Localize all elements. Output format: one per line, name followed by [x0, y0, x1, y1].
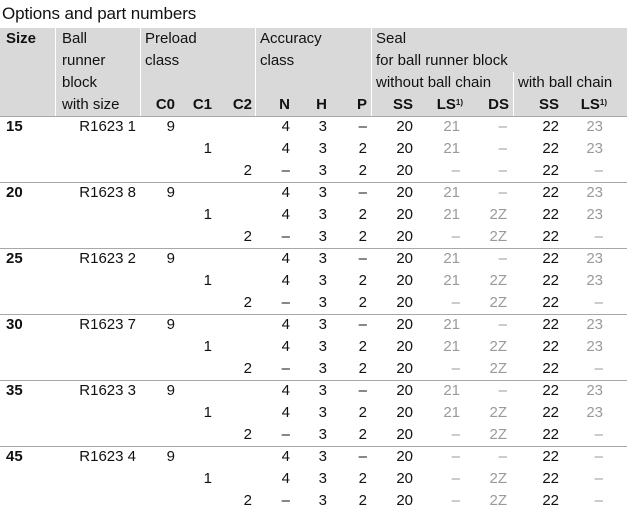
cell-n: 4 [281, 448, 290, 465]
cell-ss2: 22 [542, 492, 559, 509]
header-ball-line: runner [62, 52, 106, 69]
cell-p: – [358, 250, 367, 267]
size-cell: 15 [6, 118, 23, 135]
size-cell: 45 [6, 448, 23, 465]
cell-c1: 1 [203, 272, 212, 289]
cell-ss2: 22 [542, 404, 559, 421]
part-number-cell: R1623 4 [79, 448, 136, 465]
cell-h: 3 [318, 140, 327, 157]
cell-c1: 1 [203, 404, 212, 421]
cell-ds: 2Z [489, 360, 507, 377]
part-number-cell: R1623 7 [79, 316, 136, 333]
cell-ds: 2Z [489, 470, 507, 487]
cell-h: 3 [318, 470, 327, 487]
header-preload-line: Preload [145, 30, 197, 47]
cell-ss1: 20 [396, 250, 413, 267]
cell-ls1: – [451, 470, 460, 487]
cell-c1: 1 [203, 470, 212, 487]
cell-ds: – [498, 162, 507, 179]
cell-ss2: 22 [542, 338, 559, 355]
cell-ss1: 20 [396, 162, 413, 179]
cell-ds: – [498, 316, 507, 333]
subheader-n: N [279, 96, 290, 113]
cell-ls1: – [451, 426, 460, 443]
cell-h: 3 [318, 228, 327, 245]
cell-ls2: 23 [586, 118, 603, 135]
header-seal: Seal [376, 30, 407, 47]
cell-ss1: 20 [396, 228, 413, 245]
cell-ls2: – [594, 294, 603, 311]
cell-n: 4 [281, 118, 290, 135]
cell-n: 4 [281, 382, 290, 399]
cell-ls1: 21 [443, 250, 460, 267]
part-number-cell: R1623 1 [79, 118, 136, 135]
cell-p: 2 [358, 228, 367, 245]
cell-ss2: 22 [542, 184, 559, 201]
size-cell: 30 [6, 316, 23, 333]
cell-ls2: 23 [586, 404, 603, 421]
cell-ls1: 21 [443, 316, 460, 333]
cell-ds: 2Z [489, 228, 507, 245]
cell-h: 3 [318, 272, 327, 289]
cell-p: 2 [358, 272, 367, 289]
cell-ss1: 20 [396, 294, 413, 311]
cell-c0: 9 [166, 316, 175, 333]
cell-ss2: 22 [542, 272, 559, 289]
cell-n: 4 [281, 338, 290, 355]
cell-ss1: 20 [396, 338, 413, 355]
cell-c0: 9 [166, 184, 175, 201]
cell-c2: 2 [243, 426, 252, 443]
cell-ls2: – [594, 162, 603, 179]
cell-ss1: 20 [396, 206, 413, 223]
header-preload-line: class [145, 52, 180, 69]
part-number-cell: R1623 8 [79, 184, 136, 201]
cell-ls1: 21 [443, 382, 460, 399]
cell-ss1: 20 [396, 404, 413, 421]
subheader-ss: SS [392, 96, 413, 113]
cell-ls1: 21 [443, 118, 460, 135]
cell-p: 2 [358, 140, 367, 157]
cell-n: 4 [281, 250, 290, 267]
cell-h: 3 [318, 404, 327, 421]
cell-p: – [358, 382, 367, 399]
cell-n: 4 [281, 206, 290, 223]
cell-p: 2 [358, 162, 367, 179]
size-cell: 20 [6, 184, 23, 201]
cell-ss2: 22 [542, 294, 559, 311]
cell-ds: – [498, 140, 507, 157]
subheader-c2: C2 [232, 96, 252, 113]
subheader-c1: C1 [192, 96, 212, 113]
cell-p: 2 [358, 206, 367, 223]
cell-ls2: – [594, 492, 603, 509]
cell-ds: – [498, 448, 507, 465]
cell-c1: 1 [203, 206, 212, 223]
header-ball-line: Ball [62, 30, 88, 47]
cell-ls1: 21 [443, 184, 460, 201]
column-divider [55, 28, 56, 512]
cell-ls2: 23 [586, 338, 603, 355]
options-table [0, 28, 627, 512]
cell-p: – [358, 184, 367, 201]
cell-c2: 2 [243, 492, 252, 509]
cell-ss2: 22 [542, 162, 559, 179]
cell-ds: 2Z [489, 272, 507, 289]
cell-ds: 2Z [489, 404, 507, 421]
subheader-c0: C0 [155, 96, 175, 113]
cell-ss1: 20 [396, 272, 413, 289]
cell-ss2: 22 [542, 250, 559, 267]
cell-ls2: 23 [586, 250, 603, 267]
cell-ls2: 23 [586, 206, 603, 223]
cell-h: 3 [318, 448, 327, 465]
cell-ss2: 22 [542, 140, 559, 157]
cell-c0: 9 [166, 382, 175, 399]
cell-ss1: 20 [396, 492, 413, 509]
cell-c2: 2 [243, 360, 252, 377]
cell-ss2: 22 [542, 448, 559, 465]
cell-h: 3 [318, 118, 327, 135]
cell-ls1: – [451, 162, 460, 179]
header-without-chain: without ball chain [376, 74, 492, 91]
cell-ls1: – [451, 492, 460, 509]
cell-ss2: 22 [542, 118, 559, 135]
cell-p: 2 [358, 294, 367, 311]
cell-ls2: 23 [586, 184, 603, 201]
cell-p: – [358, 118, 367, 135]
cell-ds: 2Z [489, 492, 507, 509]
subheader-p: P [356, 96, 367, 113]
cell-ls1: – [451, 360, 460, 377]
cell-ls1: – [451, 448, 460, 465]
header-with-chain: with ball chain [518, 74, 613, 91]
cell-ls2: – [594, 426, 603, 443]
cell-ls2: – [594, 448, 603, 465]
cell-c2: 2 [243, 294, 252, 311]
cell-ls1: 21 [443, 140, 460, 157]
cell-ls2: 23 [586, 140, 603, 157]
cell-ls1: 21 [443, 272, 460, 289]
part-number-cell: R1623 2 [79, 250, 136, 267]
cell-p: 2 [358, 470, 367, 487]
cell-p: – [358, 316, 367, 333]
header-accuracy-line: Accuracy [260, 30, 322, 47]
header-ball-line: with size [62, 96, 120, 113]
subheader-h: H [316, 96, 327, 113]
cell-c2: 2 [243, 228, 252, 245]
cell-ls1: – [451, 294, 460, 311]
cell-ds: 2Z [489, 338, 507, 355]
cell-n: – [281, 360, 290, 377]
cell-h: 3 [318, 162, 327, 179]
cell-ss2: 22 [542, 206, 559, 223]
cell-ss2: 22 [542, 382, 559, 399]
cell-ss1: 20 [396, 426, 413, 443]
cell-ss1: 20 [396, 140, 413, 157]
cell-n: – [281, 228, 290, 245]
page-title: Options and part numbers [2, 4, 197, 23]
cell-h: 3 [318, 184, 327, 201]
cell-ds: – [498, 184, 507, 201]
cell-ss2: 22 [542, 228, 559, 245]
cell-ss2: 22 [542, 316, 559, 333]
cell-c1: 1 [203, 140, 212, 157]
cell-ls2: 23 [586, 272, 603, 289]
cell-ss1: 20 [396, 382, 413, 399]
cell-c1: 1 [203, 338, 212, 355]
cell-ss1: 20 [396, 118, 413, 135]
cell-p: 2 [358, 404, 367, 421]
cell-n: 4 [281, 404, 290, 421]
cell-ss2: 22 [542, 360, 559, 377]
cell-c0: 9 [166, 448, 175, 465]
cell-ss1: 20 [396, 360, 413, 377]
cell-ls2: – [594, 360, 603, 377]
cell-h: 3 [318, 316, 327, 333]
cell-ls2: – [594, 470, 603, 487]
cell-ls1: – [451, 228, 460, 245]
size-cell: 35 [6, 382, 23, 399]
cell-ss1: 20 [396, 470, 413, 487]
cell-ss2: 22 [542, 426, 559, 443]
cell-n: 4 [281, 140, 290, 157]
cell-h: 3 [318, 294, 327, 311]
cell-ds: 2Z [489, 426, 507, 443]
cell-p: 2 [358, 426, 367, 443]
cell-ls2: 23 [586, 316, 603, 333]
header-seal-for: for ball runner block [376, 52, 508, 69]
subheader-ss-chain: SS [538, 96, 559, 113]
cell-ds: 2Z [489, 206, 507, 223]
subheader-ls: LS$^{1)}$ [436, 96, 463, 113]
cell-ls1: 21 [443, 206, 460, 223]
cell-n: 4 [281, 316, 290, 333]
cell-h: 3 [318, 206, 327, 223]
header-accuracy-line: class [260, 52, 295, 69]
cell-ls2: – [594, 228, 603, 245]
cell-ds: – [498, 250, 507, 267]
cell-n: – [281, 294, 290, 311]
cell-c2: 2 [243, 162, 252, 179]
subheader-ls-chain: LS$^{1)}$ [580, 96, 607, 113]
cell-h: 3 [318, 492, 327, 509]
cell-ds: – [498, 382, 507, 399]
cell-h: 3 [318, 382, 327, 399]
cell-h: 3 [318, 426, 327, 443]
cell-ls2: 23 [586, 382, 603, 399]
cell-h: 3 [318, 360, 327, 377]
cell-n: – [281, 162, 290, 179]
cell-p: 2 [358, 338, 367, 355]
cell-ss2: 22 [542, 470, 559, 487]
part-number-cell: R1623 3 [79, 382, 136, 399]
cell-h: 3 [318, 338, 327, 355]
cell-ds: 2Z [489, 294, 507, 311]
cell-ss1: 20 [396, 184, 413, 201]
cell-ls1: 21 [443, 338, 460, 355]
cell-n: 4 [281, 470, 290, 487]
cell-c0: 9 [166, 118, 175, 135]
subheader-ds: DS [488, 96, 509, 113]
cell-n: 4 [281, 272, 290, 289]
cell-ds: – [498, 118, 507, 135]
cell-p: 2 [358, 360, 367, 377]
cell-ss1: 20 [396, 316, 413, 333]
cell-n: – [281, 492, 290, 509]
cell-p: – [358, 448, 367, 465]
cell-n: 4 [281, 184, 290, 201]
header-size: Size [6, 30, 37, 47]
size-cell: 25 [6, 250, 23, 267]
cell-n: – [281, 426, 290, 443]
cell-ss1: 20 [396, 448, 413, 465]
cell-c0: 9 [166, 250, 175, 267]
header-ball-line: block [62, 74, 98, 91]
cell-p: 2 [358, 492, 367, 509]
cell-h: 3 [318, 250, 327, 267]
cell-ls1: 21 [443, 404, 460, 421]
